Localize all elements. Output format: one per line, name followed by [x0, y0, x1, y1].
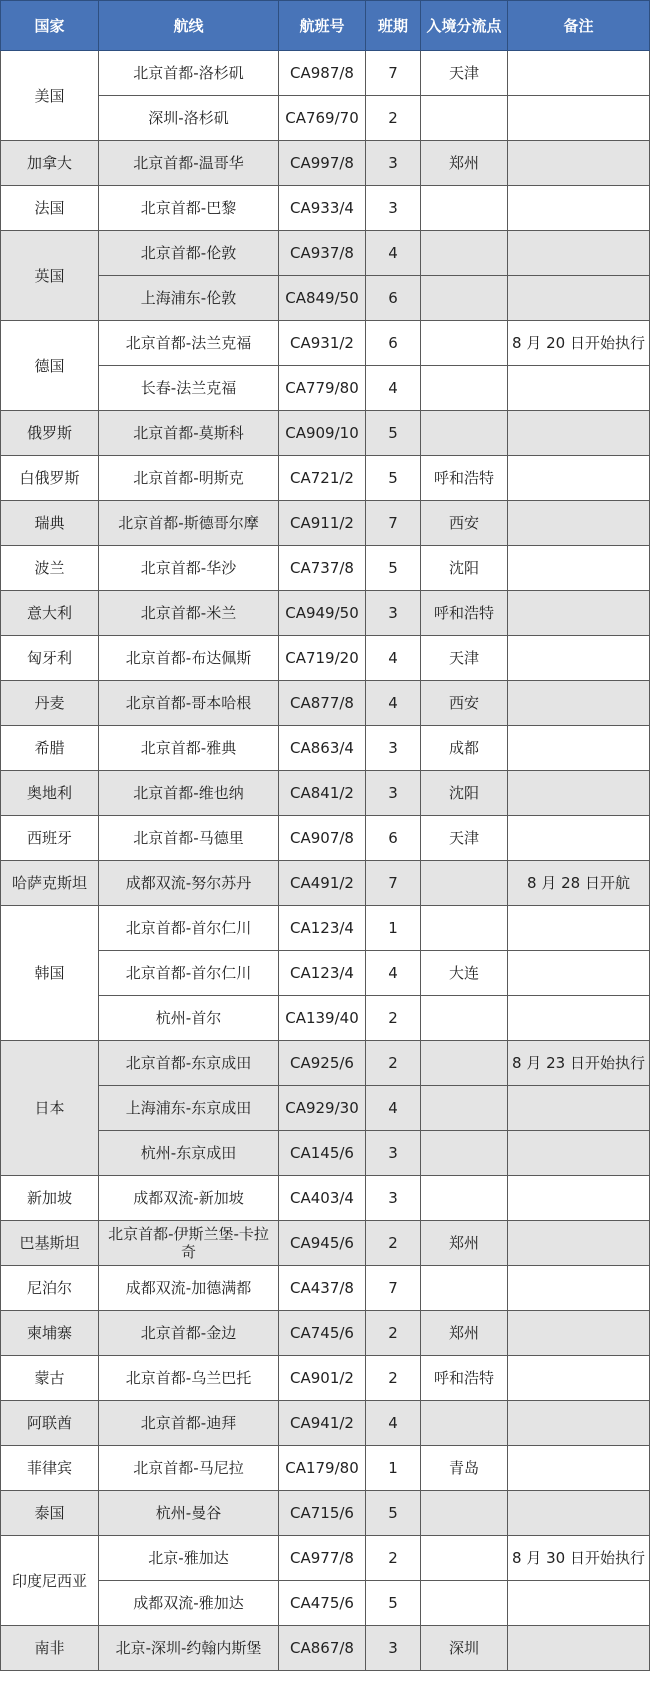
entry-point-cell — [421, 1131, 508, 1176]
table-row — [1, 906, 650, 951]
table-row — [1, 951, 650, 996]
country-cell: 韩国 — [1, 906, 99, 1041]
route-cell: 北京首都-维也纳 — [99, 771, 279, 816]
country-cell: 哈萨克斯坦 — [1, 861, 99, 906]
country-cell: 希腊 — [1, 726, 99, 771]
entry-point-cell — [421, 1041, 508, 1086]
flight-number-cell: CA475/6 — [279, 1581, 366, 1626]
remarks-cell — [508, 681, 650, 726]
entry-point-cell — [421, 996, 508, 1041]
route-cell: 北京首都-乌兰巴托 — [99, 1356, 279, 1401]
country-cell: 菲律宾 — [1, 1446, 99, 1491]
country-cell: 日本 — [1, 1041, 99, 1176]
country-cell: 泰国 — [1, 1491, 99, 1536]
flight-number-cell: CA945/6 — [279, 1221, 366, 1266]
table-row — [1, 1491, 650, 1536]
flight-number-cell: CA139/40 — [279, 996, 366, 1041]
entry-point-cell — [421, 861, 508, 906]
remarks-cell — [508, 186, 650, 231]
country-cell: 蒙古 — [1, 1356, 99, 1401]
table-row — [1, 1311, 650, 1356]
flight-number-cell: CA911/2 — [279, 501, 366, 546]
table-row — [1, 411, 650, 456]
flight-number-cell: CA721/2 — [279, 456, 366, 501]
country-cell: 美国 — [1, 51, 99, 141]
route-cell: 杭州-首尔 — [99, 996, 279, 1041]
frequency-cell: 6 — [366, 321, 421, 366]
frequency-cell: 2 — [366, 1536, 421, 1581]
table-row — [1, 1266, 650, 1311]
country-cell: 印度尼西亚 — [1, 1536, 99, 1626]
frequency-cell: 3 — [366, 1131, 421, 1176]
entry-point-cell — [421, 1581, 508, 1626]
table-row — [1, 51, 650, 96]
remarks-cell — [508, 816, 650, 861]
flight-number-cell: CA907/8 — [279, 816, 366, 861]
route-cell: 杭州-曼谷 — [99, 1491, 279, 1536]
table-row — [1, 816, 650, 861]
frequency-cell: 3 — [366, 186, 421, 231]
header-frequency: 班期 — [366, 1, 421, 51]
table-row — [1, 996, 650, 1041]
remarks-cell — [508, 1311, 650, 1356]
frequency-cell: 7 — [366, 1266, 421, 1311]
remarks-cell — [508, 591, 650, 636]
route-cell: 杭州-东京成田 — [99, 1131, 279, 1176]
table-header-row — [1, 1, 650, 51]
entry-point-cell — [421, 186, 508, 231]
frequency-cell: 1 — [366, 1446, 421, 1491]
route-cell: 北京首都-法兰克福 — [99, 321, 279, 366]
table-row — [1, 231, 650, 276]
flight-number-cell: CA909/10 — [279, 411, 366, 456]
flight-number-cell: CA929/30 — [279, 1086, 366, 1131]
flight-number-cell: CA491/2 — [279, 861, 366, 906]
frequency-cell: 3 — [366, 591, 421, 636]
flight-number-cell: CA719/20 — [279, 636, 366, 681]
frequency-cell: 5 — [366, 1581, 421, 1626]
table-row — [1, 1536, 650, 1581]
entry-point-cell — [421, 411, 508, 456]
table-row — [1, 1176, 650, 1221]
remarks-cell — [508, 51, 650, 96]
route-cell: 北京首都-斯德哥尔摩 — [99, 501, 279, 546]
entry-point-cell — [421, 1536, 508, 1581]
frequency-cell: 5 — [366, 546, 421, 591]
route-cell: 成都双流-努尔苏丹 — [99, 861, 279, 906]
flight-number-cell: CA925/6 — [279, 1041, 366, 1086]
table-body — [1, 51, 650, 1671]
table-row — [1, 501, 650, 546]
remarks-cell: 8 月 28 日开航 — [508, 861, 650, 906]
entry-point-cell — [421, 321, 508, 366]
route-cell: 北京首都-东京成田 — [99, 1041, 279, 1086]
frequency-cell: 2 — [366, 996, 421, 1041]
table-row — [1, 1356, 650, 1401]
frequency-cell: 6 — [366, 276, 421, 321]
flight-number-cell: CA987/8 — [279, 51, 366, 96]
remarks-cell — [508, 1626, 650, 1671]
table-row — [1, 1446, 650, 1491]
remarks-cell — [508, 276, 650, 321]
route-cell: 北京-深圳-约翰内斯堡 — [99, 1626, 279, 1671]
table-row — [1, 366, 650, 411]
country-cell: 瑞典 — [1, 501, 99, 546]
entry-point-cell: 深圳 — [421, 1626, 508, 1671]
table-row — [1, 636, 650, 681]
entry-point-cell — [421, 1401, 508, 1446]
frequency-cell: 4 — [366, 636, 421, 681]
frequency-cell: 4 — [366, 366, 421, 411]
frequency-cell: 4 — [366, 1401, 421, 1446]
remarks-cell — [508, 906, 650, 951]
route-cell: 北京首都-首尔仁川 — [99, 906, 279, 951]
remarks-cell — [508, 141, 650, 186]
flight-number-cell: CA949/50 — [279, 591, 366, 636]
route-cell: 北京首都-马尼拉 — [99, 1446, 279, 1491]
entry-point-cell: 呼和浩特 — [421, 456, 508, 501]
country-cell: 加拿大 — [1, 141, 99, 186]
country-cell: 匈牙利 — [1, 636, 99, 681]
country-cell: 英国 — [1, 231, 99, 321]
flight-number-cell: CA997/8 — [279, 141, 366, 186]
remarks-cell — [508, 771, 650, 816]
country-cell: 俄罗斯 — [1, 411, 99, 456]
flight-number-cell: CA977/8 — [279, 1536, 366, 1581]
route-cell: 上海浦东-伦敦 — [99, 276, 279, 321]
entry-point-cell — [421, 366, 508, 411]
country-cell: 新加坡 — [1, 1176, 99, 1221]
route-cell: 北京首都-迪拜 — [99, 1401, 279, 1446]
remarks-cell — [508, 501, 650, 546]
table-row — [1, 321, 650, 366]
country-cell: 法国 — [1, 186, 99, 231]
route-cell: 成都双流-加德满都 — [99, 1266, 279, 1311]
frequency-cell: 5 — [366, 411, 421, 456]
header-route: 航线 — [99, 1, 279, 51]
entry-point-cell — [421, 276, 508, 321]
flight-number-cell: CA901/2 — [279, 1356, 366, 1401]
route-cell: 深圳-洛杉矶 — [99, 96, 279, 141]
flight-number-cell: CA737/8 — [279, 546, 366, 591]
flight-number-cell: CA403/4 — [279, 1176, 366, 1221]
entry-point-cell: 沈阳 — [421, 771, 508, 816]
remarks-cell — [508, 636, 650, 681]
route-cell: 北京首都-伊斯兰堡-卡拉奇 — [99, 1221, 279, 1266]
frequency-cell: 2 — [366, 1311, 421, 1356]
table-row — [1, 726, 650, 771]
remarks-cell — [508, 1266, 650, 1311]
entry-point-cell: 西安 — [421, 501, 508, 546]
flight-number-cell: CA769/70 — [279, 96, 366, 141]
table-row — [1, 456, 650, 501]
table-row — [1, 1401, 650, 1446]
entry-point-cell: 郑州 — [421, 1221, 508, 1266]
entry-point-cell: 呼和浩特 — [421, 591, 508, 636]
remarks-cell — [508, 1356, 650, 1401]
table-row — [1, 1626, 650, 1671]
remarks-cell — [508, 996, 650, 1041]
flight-number-cell: CA937/8 — [279, 231, 366, 276]
route-cell: 北京首都-华沙 — [99, 546, 279, 591]
route-cell: 北京首都-布达佩斯 — [99, 636, 279, 681]
frequency-cell: 4 — [366, 951, 421, 996]
flight-number-cell: CA745/6 — [279, 1311, 366, 1356]
route-cell: 北京首都-金边 — [99, 1311, 279, 1356]
remarks-cell — [508, 1221, 650, 1266]
entry-point-cell — [421, 1176, 508, 1221]
frequency-cell: 5 — [366, 456, 421, 501]
table-row — [1, 1086, 650, 1131]
remarks-cell — [508, 1131, 650, 1176]
country-cell: 柬埔寨 — [1, 1311, 99, 1356]
route-cell: 北京首都-莫斯科 — [99, 411, 279, 456]
header-entry-point: 入境分流点 — [421, 1, 508, 51]
flight-number-cell: CA877/8 — [279, 681, 366, 726]
route-cell: 北京首都-哥本哈根 — [99, 681, 279, 726]
frequency-cell: 3 — [366, 141, 421, 186]
country-cell: 德国 — [1, 321, 99, 411]
country-cell: 南非 — [1, 1626, 99, 1671]
remarks-cell — [508, 546, 650, 591]
entry-point-cell: 成都 — [421, 726, 508, 771]
country-cell: 丹麦 — [1, 681, 99, 726]
frequency-cell: 4 — [366, 231, 421, 276]
frequency-cell: 2 — [366, 96, 421, 141]
frequency-cell: 3 — [366, 726, 421, 771]
frequency-cell: 7 — [366, 501, 421, 546]
country-cell: 阿联酋 — [1, 1401, 99, 1446]
table-row — [1, 96, 650, 141]
flight-number-cell: CA863/4 — [279, 726, 366, 771]
frequency-cell: 7 — [366, 861, 421, 906]
entry-point-cell — [421, 96, 508, 141]
frequency-cell: 7 — [366, 51, 421, 96]
remarks-cell: 8 月 20 日开始执行 — [508, 321, 650, 366]
route-cell: 成都双流-雅加达 — [99, 1581, 279, 1626]
route-cell: 北京首都-温哥华 — [99, 141, 279, 186]
remarks-cell — [508, 1401, 650, 1446]
country-cell: 尼泊尔 — [1, 1266, 99, 1311]
country-cell: 意大利 — [1, 591, 99, 636]
table-row — [1, 141, 650, 186]
remarks-cell — [508, 726, 650, 771]
table-row — [1, 1221, 650, 1266]
frequency-cell: 2 — [366, 1041, 421, 1086]
route-cell: 上海浦东-东京成田 — [99, 1086, 279, 1131]
remarks-cell — [508, 456, 650, 501]
remarks-cell — [508, 411, 650, 456]
table-row — [1, 1131, 650, 1176]
remarks-cell — [508, 366, 650, 411]
table-row — [1, 861, 650, 906]
route-cell: 北京首都-明斯克 — [99, 456, 279, 501]
entry-point-cell: 青岛 — [421, 1446, 508, 1491]
entry-point-cell: 西安 — [421, 681, 508, 726]
remarks-cell: 8 月 30 日开始执行 — [508, 1536, 650, 1581]
table-row — [1, 1041, 650, 1086]
remarks-cell — [508, 1086, 650, 1131]
route-cell: 北京首都-洛杉矶 — [99, 51, 279, 96]
country-cell: 西班牙 — [1, 816, 99, 861]
remarks-cell — [508, 1446, 650, 1491]
flight-number-cell: CA145/6 — [279, 1131, 366, 1176]
flight-number-cell: CA123/4 — [279, 951, 366, 996]
entry-point-cell — [421, 906, 508, 951]
remarks-cell — [508, 951, 650, 996]
header-country: 国家 — [1, 1, 99, 51]
entry-point-cell: 大连 — [421, 951, 508, 996]
frequency-cell: 3 — [366, 771, 421, 816]
flight-number-cell: CA779/80 — [279, 366, 366, 411]
country-cell: 白俄罗斯 — [1, 456, 99, 501]
entry-point-cell — [421, 1266, 508, 1311]
table-row — [1, 591, 650, 636]
route-cell: 北京首都-伦敦 — [99, 231, 279, 276]
remarks-cell — [508, 1581, 650, 1626]
frequency-cell: 1 — [366, 906, 421, 951]
route-cell: 长春-法兰克福 — [99, 366, 279, 411]
table-row — [1, 771, 650, 816]
table-row — [1, 1581, 650, 1626]
route-cell: 北京首都-雅典 — [99, 726, 279, 771]
flight-number-cell: CA841/2 — [279, 771, 366, 816]
frequency-cell: 4 — [366, 681, 421, 726]
route-cell: 成都双流-新加坡 — [99, 1176, 279, 1221]
flight-number-cell: CA123/4 — [279, 906, 366, 951]
remarks-cell — [508, 96, 650, 141]
country-cell: 奥地利 — [1, 771, 99, 816]
frequency-cell: 4 — [366, 1086, 421, 1131]
entry-point-cell: 天津 — [421, 51, 508, 96]
entry-point-cell: 郑州 — [421, 141, 508, 186]
header-flight-number: 航班号 — [279, 1, 366, 51]
entry-point-cell — [421, 1491, 508, 1536]
header-remarks: 备注 — [508, 1, 650, 51]
frequency-cell: 3 — [366, 1176, 421, 1221]
remarks-cell — [508, 1176, 650, 1221]
table-row — [1, 546, 650, 591]
entry-point-cell: 呼和浩特 — [421, 1356, 508, 1401]
entry-point-cell: 郑州 — [421, 1311, 508, 1356]
flight-number-cell: CA437/8 — [279, 1266, 366, 1311]
country-cell: 波兰 — [1, 546, 99, 591]
flight-number-cell: CA849/50 — [279, 276, 366, 321]
flight-number-cell: CA933/4 — [279, 186, 366, 231]
flight-number-cell: CA715/6 — [279, 1491, 366, 1536]
route-cell: 北京首都-马德里 — [99, 816, 279, 861]
route-cell: 北京-雅加达 — [99, 1536, 279, 1581]
flight-number-cell: CA941/2 — [279, 1401, 366, 1446]
route-cell: 北京首都-米兰 — [99, 591, 279, 636]
entry-point-cell — [421, 1086, 508, 1131]
entry-point-cell: 天津 — [421, 636, 508, 681]
frequency-cell: 5 — [366, 1491, 421, 1536]
frequency-cell: 3 — [366, 1626, 421, 1671]
frequency-cell: 6 — [366, 816, 421, 861]
flight-number-cell: CA867/8 — [279, 1626, 366, 1671]
remarks-cell — [508, 231, 650, 276]
route-cell: 北京首都-首尔仁川 — [99, 951, 279, 996]
frequency-cell: 2 — [366, 1221, 421, 1266]
frequency-cell: 2 — [366, 1356, 421, 1401]
table-row — [1, 276, 650, 321]
remarks-cell: 8 月 23 日开始执行 — [508, 1041, 650, 1086]
country-cell: 巴基斯坦 — [1, 1221, 99, 1266]
table-row — [1, 681, 650, 726]
entry-point-cell: 天津 — [421, 816, 508, 861]
flight-number-cell: CA179/80 — [279, 1446, 366, 1491]
entry-point-cell — [421, 231, 508, 276]
route-cell: 北京首都-巴黎 — [99, 186, 279, 231]
remarks-cell — [508, 1491, 650, 1536]
entry-point-cell: 沈阳 — [421, 546, 508, 591]
table-row — [1, 186, 650, 231]
flight-number-cell: CA931/2 — [279, 321, 366, 366]
